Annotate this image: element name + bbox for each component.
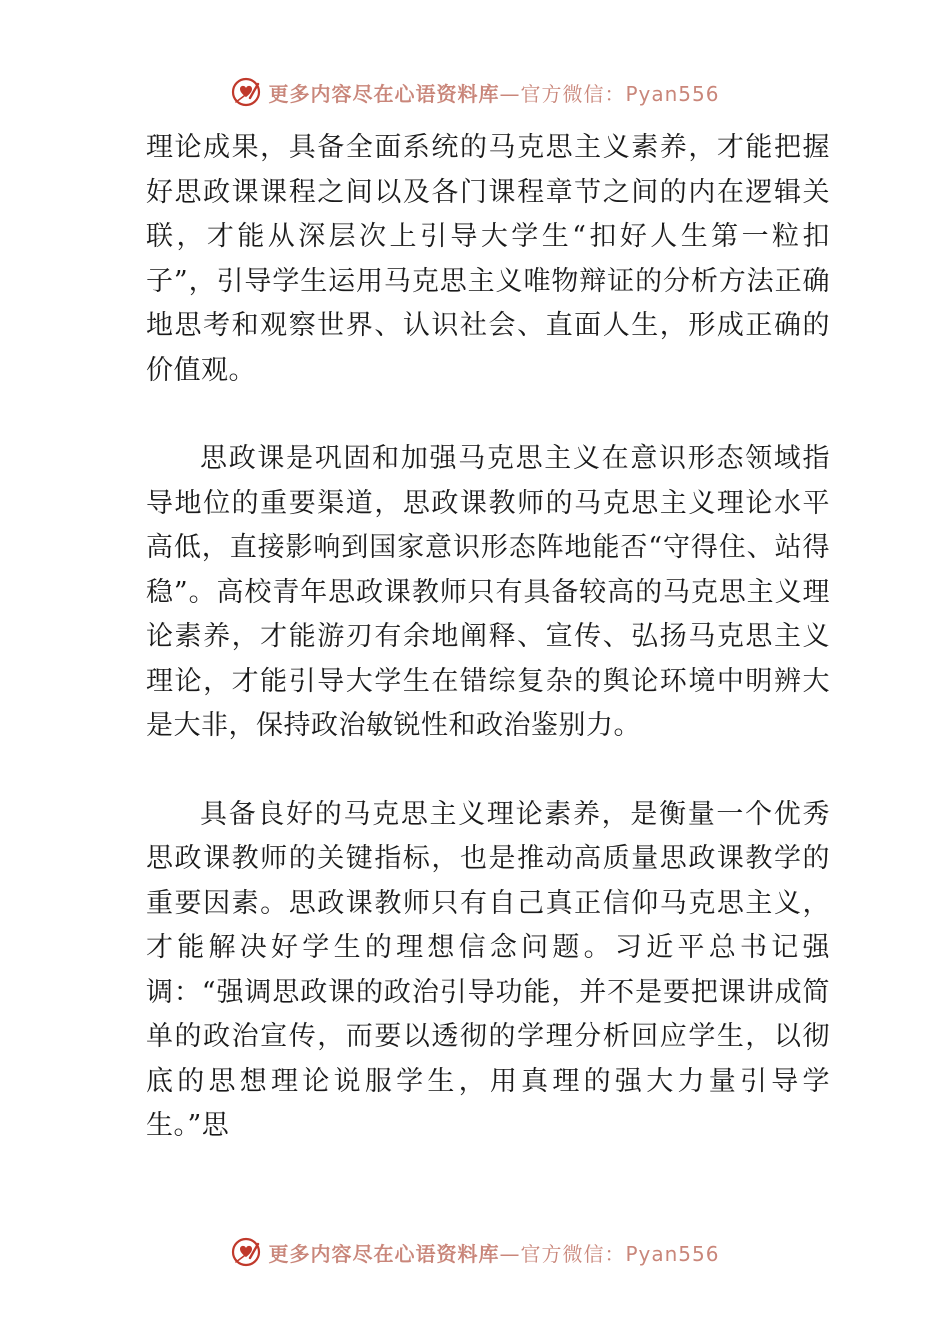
banner-contact: 官方微信：Pyan556 [520,1241,720,1266]
banner-contact: 官方微信：Pyan556 [520,81,720,106]
banner-brand: 更多内容尽在心语资料库 [268,1241,500,1266]
document-body [146,126,830,1149]
header-banner [0,72,950,112]
paragraph-theory-literacy: 具备良好的马克思主义理论素养，是衡量一个优秀思政课教师的关键指标，也是推动高质量思政课教学的重要因素。思政课教师只有自己真正信仰马克思主义， 才能解决好学生的理想信念问题。习近平总书记强调：“强调思政课的政治引导功能，并不是要把课讲成简单的政治宣传，而要以透彻的学理分析回应学生，以彻底的思想理论说服学生，用真理的强大力量引导学生。”思 [146,798,830,1141]
banner-text [268,78,719,107]
paragraph-ideological-channel: 思政课是巩固和加强马克思主义在意识形态领域指导地位的重要渠道，思政课教师的马克思主义理论水平高低，直接影响到国家意识形态阵地能否“守得住、站得稳”。高校青年思政课教师只有具备较高的马克思主义理论素养，才能游刃有余地阐释、宣传、弘扬马克思主义理论，才能引导大学生在错综复杂的舆论环境中明辨大是大非，保持政治敏锐性和政治鉴别力。 [146,443,830,741]
paragraph-continuation: 理论成果，具备全面系统的马克思主义素养，才能把握好思政课课程之间以及各门课程章节之间的内在逻辑关联，才能从深层次上引导大学生“扣好人生第一粒扣子”，引导学生运用马克思主义唯物辩证的分析方法正确地思考和观察世界、认识社会、直面人生，形成正确的价值观。 [146,132,830,386]
banner-separator: — [499,81,521,106]
heart-pen-logo-icon [230,1236,262,1268]
banner-text [268,1238,719,1267]
banner-brand: 更多内容尽在心语资料库 [268,81,500,106]
heart-pen-logo-icon [230,76,262,108]
banner-separator: — [499,1241,521,1266]
footer-banner [0,1232,950,1272]
